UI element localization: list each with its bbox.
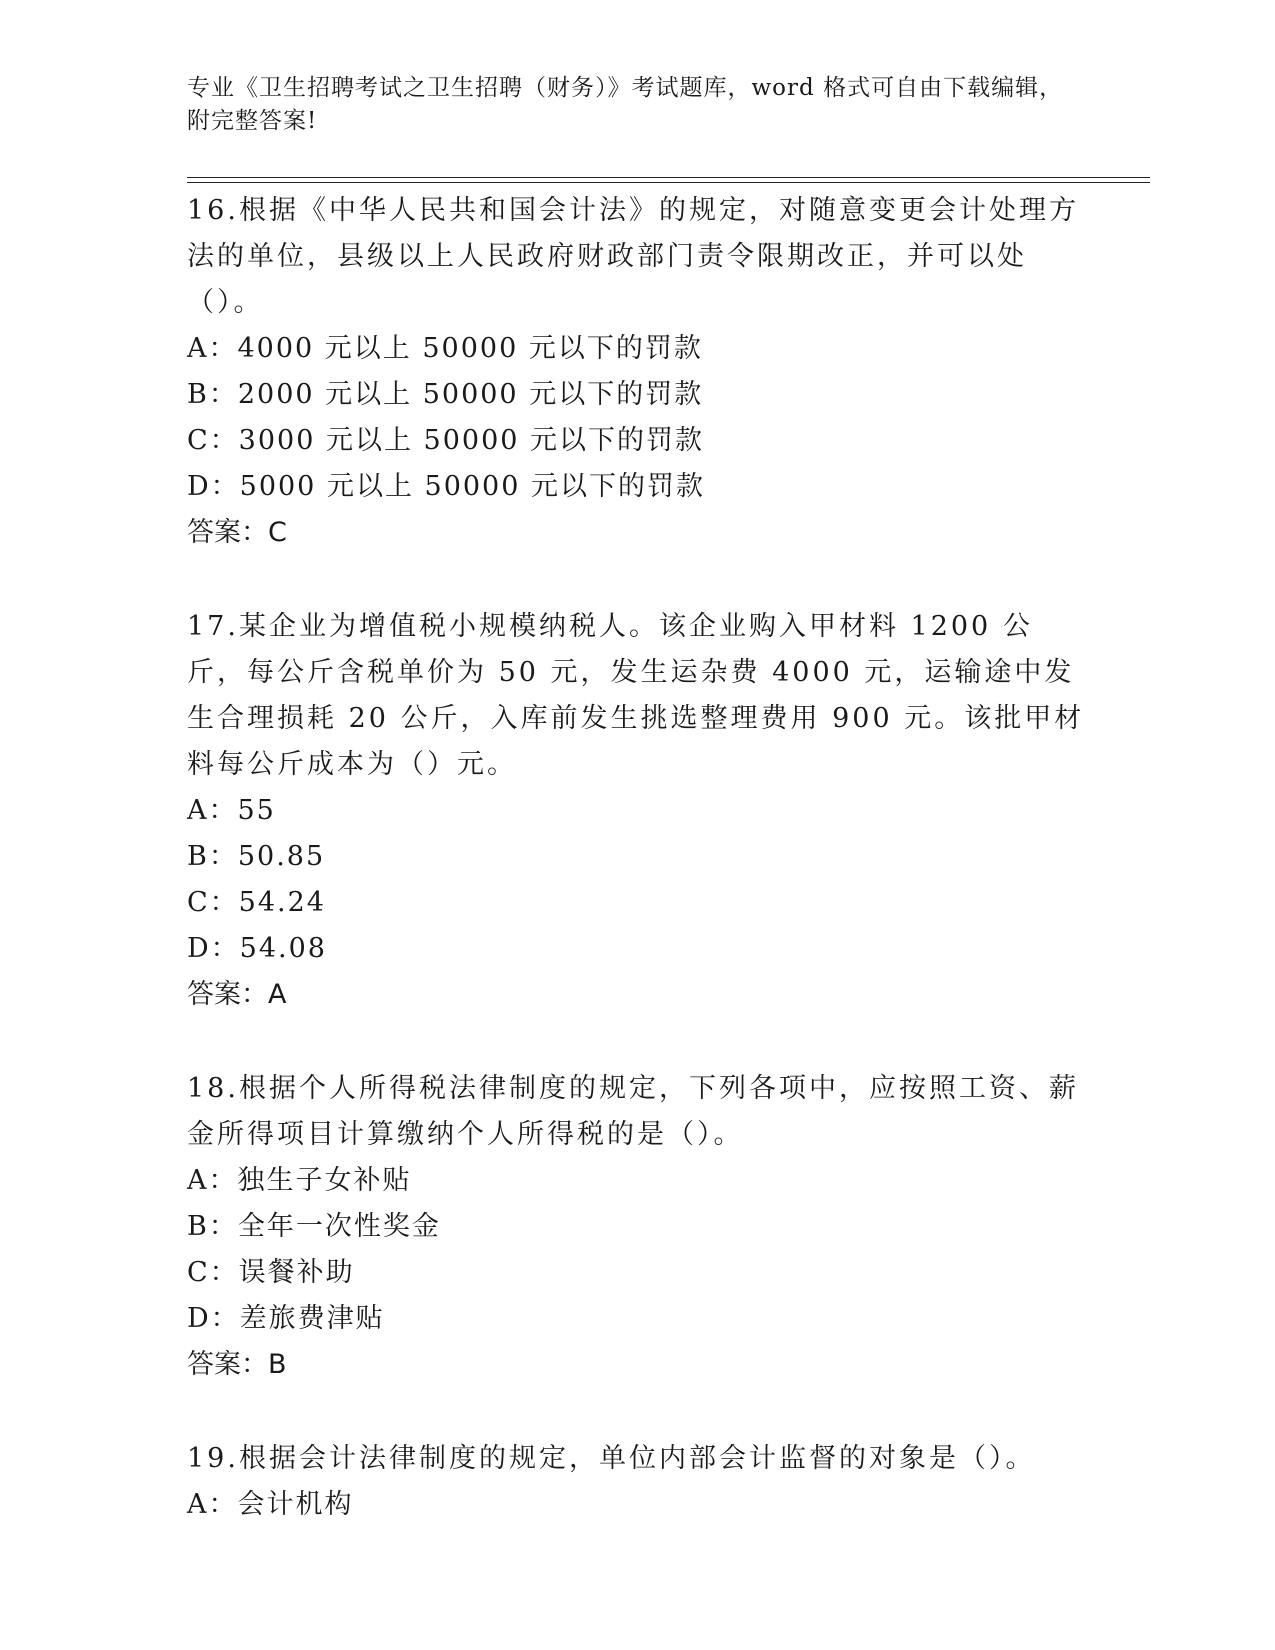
option-d: D：5000 元以上 50000 元以下的罚款 [187, 471, 705, 502]
question-list [187, 188, 1087, 1576]
question-16 [187, 188, 1087, 556]
answer-label: 答案：A [187, 979, 287, 1010]
option-a: A：独生子女补贴 [187, 1165, 412, 1196]
option-a: A：会计机构 [187, 1489, 354, 1520]
question-stem: 16.根据《中华人民共和国会计法》的规定，对随意变更会计处理方法的单位，县级以上人民政府财政部门责令限期改正，并可以处（）。 [187, 195, 1079, 318]
answer-label: 答案：B [187, 1349, 287, 1380]
answer-label: 答案：C [187, 517, 287, 548]
header-divider-top [187, 177, 1150, 178]
question-18 [187, 1066, 1087, 1388]
question-stem: 17.某企业为增值税小规模纳税人。该企业购入甲材料 1200 公斤，每公斤含税单价为 50 元，发生运杂费 4000 元，运输途中发生合理损耗 20 公斤，入库前发生挑选整理费用 900 元。该批甲材料每公斤成本为（）元。 [187, 611, 1085, 780]
option-b: B：2000 元以上 50000 元以下的罚款 [187, 379, 704, 410]
option-d: D：差旅费津贴 [187, 1303, 385, 1334]
option-b: B：50.85 [187, 841, 326, 872]
document-intro: 专业《卫生招聘考试之卫生招聘（财务）》考试题库，word 格式可自由下载编辑，附完整答案! [187, 75, 1064, 134]
option-a: A：4000 元以上 50000 元以下的罚款 [187, 333, 703, 364]
question-stem: 18.根据个人所得税法律制度的规定，下列各项中，应按照工资、薪金所得项目计算缴纳个人所得税的是（）。 [187, 1073, 1079, 1150]
question-stem: 19.根据会计法律制度的规定，单位内部会计监督的对象是（）。 [187, 1443, 1036, 1474]
question-17 [187, 604, 1087, 1018]
option-c: C：54.24 [187, 887, 326, 918]
option-c: C：误餐补助 [187, 1257, 355, 1288]
option-d: D：54.08 [187, 933, 327, 964]
option-c: C：3000 元以上 50000 元以下的罚款 [187, 425, 705, 456]
question-19 [187, 1436, 1087, 1528]
option-a: A：55 [187, 795, 276, 826]
option-b: B：全年一次性奖金 [187, 1211, 441, 1242]
header-divider-bottom [187, 182, 1150, 183]
